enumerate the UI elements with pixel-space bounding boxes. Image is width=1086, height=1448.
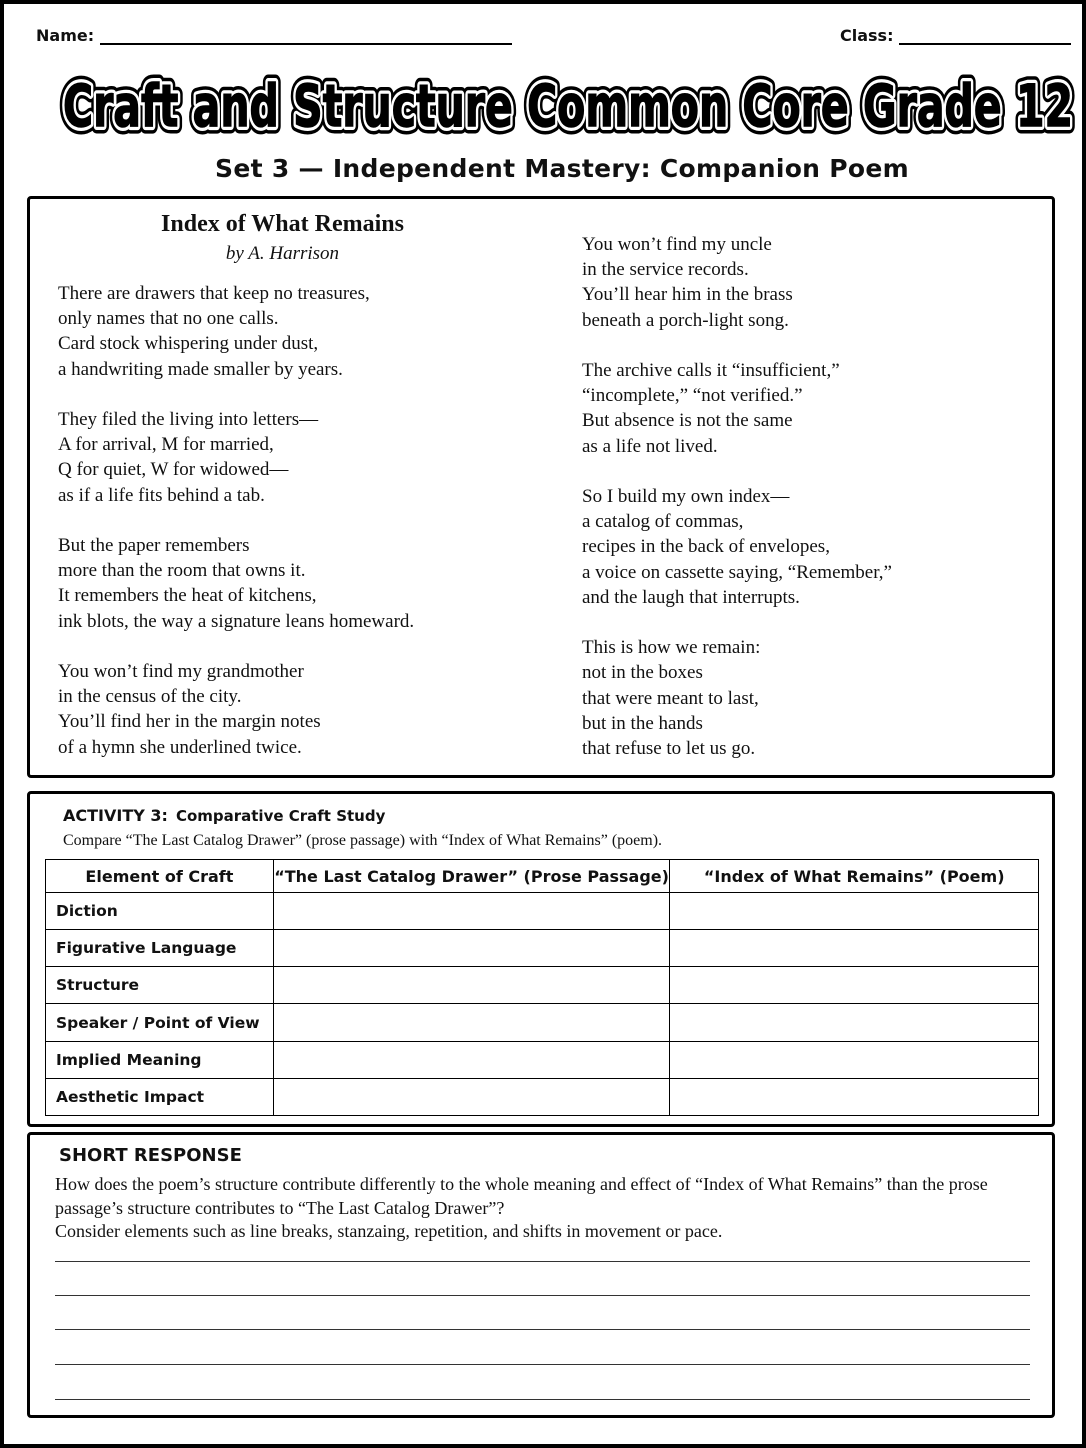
class-field: [840, 26, 1071, 45]
name-input-line[interactable]: [100, 27, 512, 45]
poem-line: The archive calls it “insufficient,”: [582, 360, 840, 381]
poem-stanza: [58, 407, 414, 508]
poem-line: You won’t find my grandmother: [58, 661, 304, 682]
poem-stanza: [58, 659, 414, 760]
prose-response-cell[interactable]: [273, 1004, 670, 1041]
prose-response-cell[interactable]: [273, 967, 670, 1004]
activity-title: Comparative Craft Study: [175, 807, 386, 825]
row-label: Diction: [46, 893, 274, 930]
poem-title: Index of What Remains: [161, 211, 404, 237]
poem-line: as a life not lived.: [582, 435, 718, 457]
poem-line: that refuse to let us go.: [582, 738, 756, 760]
class-label: Class:: [840, 26, 894, 45]
prose-response-cell[interactable]: [273, 1041, 670, 1078]
prose-response-cell[interactable]: [273, 930, 670, 967]
banner-title-fill: Craft and Structure Common Core Grade 12: [63, 72, 1073, 140]
answer-line[interactable]: [55, 1261, 1030, 1262]
banner-title: [56, 58, 1086, 148]
poem-line: a catalog of commas,: [582, 511, 744, 533]
activity-heading: [63, 806, 385, 825]
poem-line: but in the hands: [582, 712, 703, 734]
poem-stanza: [58, 533, 414, 634]
table-header-row: [46, 860, 1039, 893]
answer-line[interactable]: [55, 1329, 1030, 1330]
poem-response-cell[interactable]: [670, 1004, 1039, 1041]
poem-stanza: [58, 281, 414, 382]
activity-instructions: Compare “The Last Catalog Drawer” (prose passage) with “Index of What Remains” (poem).: [63, 832, 663, 849]
poem-line: You’ll hear him in the brass: [582, 284, 793, 306]
poem-stanza: [582, 358, 892, 459]
row-label: Aesthetic Impact: [46, 1078, 274, 1115]
name-field: [36, 26, 512, 45]
row-label: Speaker / Point of View: [46, 1004, 274, 1041]
short-response-question-block: [55, 1173, 1025, 1244]
poem-response-cell[interactable]: [670, 893, 1039, 930]
table-row: [46, 893, 1039, 930]
answer-line[interactable]: [55, 1364, 1030, 1365]
poem-line: and the laugh that interrupts.: [582, 586, 800, 608]
poem-line: This is how we remain:: [582, 637, 761, 659]
class-input-line[interactable]: [899, 27, 1071, 45]
row-label: Figurative Language: [46, 930, 274, 967]
short-response-question: How does the poem’s structure contribute differently to the whole meaning and effect of “Index of What Remains” than the prose passage’s structure contributes to “The Last Catalog Drawer”?: [55, 1174, 988, 1218]
poem-line: that were meant to last,: [582, 687, 759, 709]
poem-stanza: [582, 484, 892, 610]
poem-response-cell[interactable]: [670, 930, 1039, 967]
poem-response-cell[interactable]: [670, 967, 1039, 1004]
short-response-prompt: Consider elements such as line breaks, stanzaing, repetition, and shifts in movement or pace.: [55, 1221, 723, 1241]
table-row: [46, 930, 1039, 967]
poem-line: But absence is not the same: [582, 410, 793, 432]
poem-line: beneath a porch-light song.: [582, 309, 789, 331]
poem-line: of a hymn she underlined twice.: [58, 736, 302, 758]
poem-line: in the census of the city.: [58, 686, 242, 708]
row-label: Implied Meaning: [46, 1041, 274, 1078]
page-subtitle: Set 3 — Independent Mastery: Companion Poem: [215, 154, 909, 183]
poem-line: You won’t find my uncle: [582, 234, 772, 255]
answer-line[interactable]: [55, 1399, 1030, 1400]
poem-line: They filed the living into letters—: [58, 409, 319, 430]
poem-right-column: [582, 232, 892, 786]
poem-stanza: [582, 232, 892, 333]
poem-line: as if a life fits behind a tab.: [58, 484, 265, 506]
poem-author: by A. Harrison: [225, 243, 340, 264]
poem-line: only names that no one calls.: [58, 308, 279, 330]
poem-stanza: [582, 635, 892, 761]
banner-title-outline: Craft and Structure Common Core Grade 12: [63, 72, 1073, 140]
poem-line: ink blots, the way a signature leans homeward.: [58, 610, 415, 632]
header-poem: “Index of What Remains” (Poem): [670, 860, 1039, 893]
poem-response-cell[interactable]: [670, 1078, 1039, 1115]
poem-left-column: [58, 281, 414, 785]
poem-line: But the paper remembers: [58, 535, 250, 556]
poem-line: So I build my own index—: [582, 486, 790, 507]
poem-line: There are drawers that keep no treasures,: [58, 283, 370, 304]
row-label: Structure: [46, 967, 274, 1004]
activity-label: ACTIVITY 3:: [63, 806, 168, 825]
table-row: [46, 1078, 1039, 1115]
table-row: [46, 1004, 1039, 1041]
header-element-of-craft: Element of Craft: [46, 860, 274, 893]
prose-response-cell[interactable]: [273, 1078, 670, 1115]
poem-line: recipes in the back of envelopes,: [582, 536, 830, 558]
poem-line: more than the room that owns it.: [58, 560, 306, 582]
poem-line: “incomplete,” “not verified.”: [582, 385, 803, 407]
header-prose-passage: “The Last Catalog Drawer” (Prose Passage): [273, 860, 670, 893]
name-label: Name:: [36, 26, 95, 45]
poem-line: It remembers the heat of kitchens,: [58, 585, 317, 607]
craft-comparison-table: [45, 859, 1039, 1116]
poem-line: a handwriting made smaller by years.: [58, 358, 343, 380]
short-response-box: [27, 1132, 1055, 1418]
poem-line: a voice on cassette saying, “Remember,”: [582, 561, 892, 583]
poem-response-cell[interactable]: [670, 1041, 1039, 1078]
table-row: [46, 967, 1039, 1004]
poem-line: Q for quiet, W for widowed—: [58, 459, 289, 481]
table-row: [46, 1041, 1039, 1078]
poem-line: Card stock whispering under dust,: [58, 333, 319, 355]
short-response-heading: SHORT RESPONSE: [59, 1145, 242, 1166]
activity-box: [27, 791, 1055, 1127]
poem-line: You’ll find her in the margin notes: [58, 711, 321, 733]
poem-line: not in the boxes: [582, 662, 703, 684]
banner-title-inner-ring: Craft and Structure Common Core Grade 12: [63, 72, 1073, 140]
answer-line[interactable]: [55, 1295, 1030, 1296]
poem-box: [27, 196, 1055, 778]
poem-line: in the service records.: [582, 259, 749, 281]
prose-response-cell[interactable]: [273, 893, 670, 930]
poem-line: A for arrival, M for married,: [58, 434, 274, 456]
